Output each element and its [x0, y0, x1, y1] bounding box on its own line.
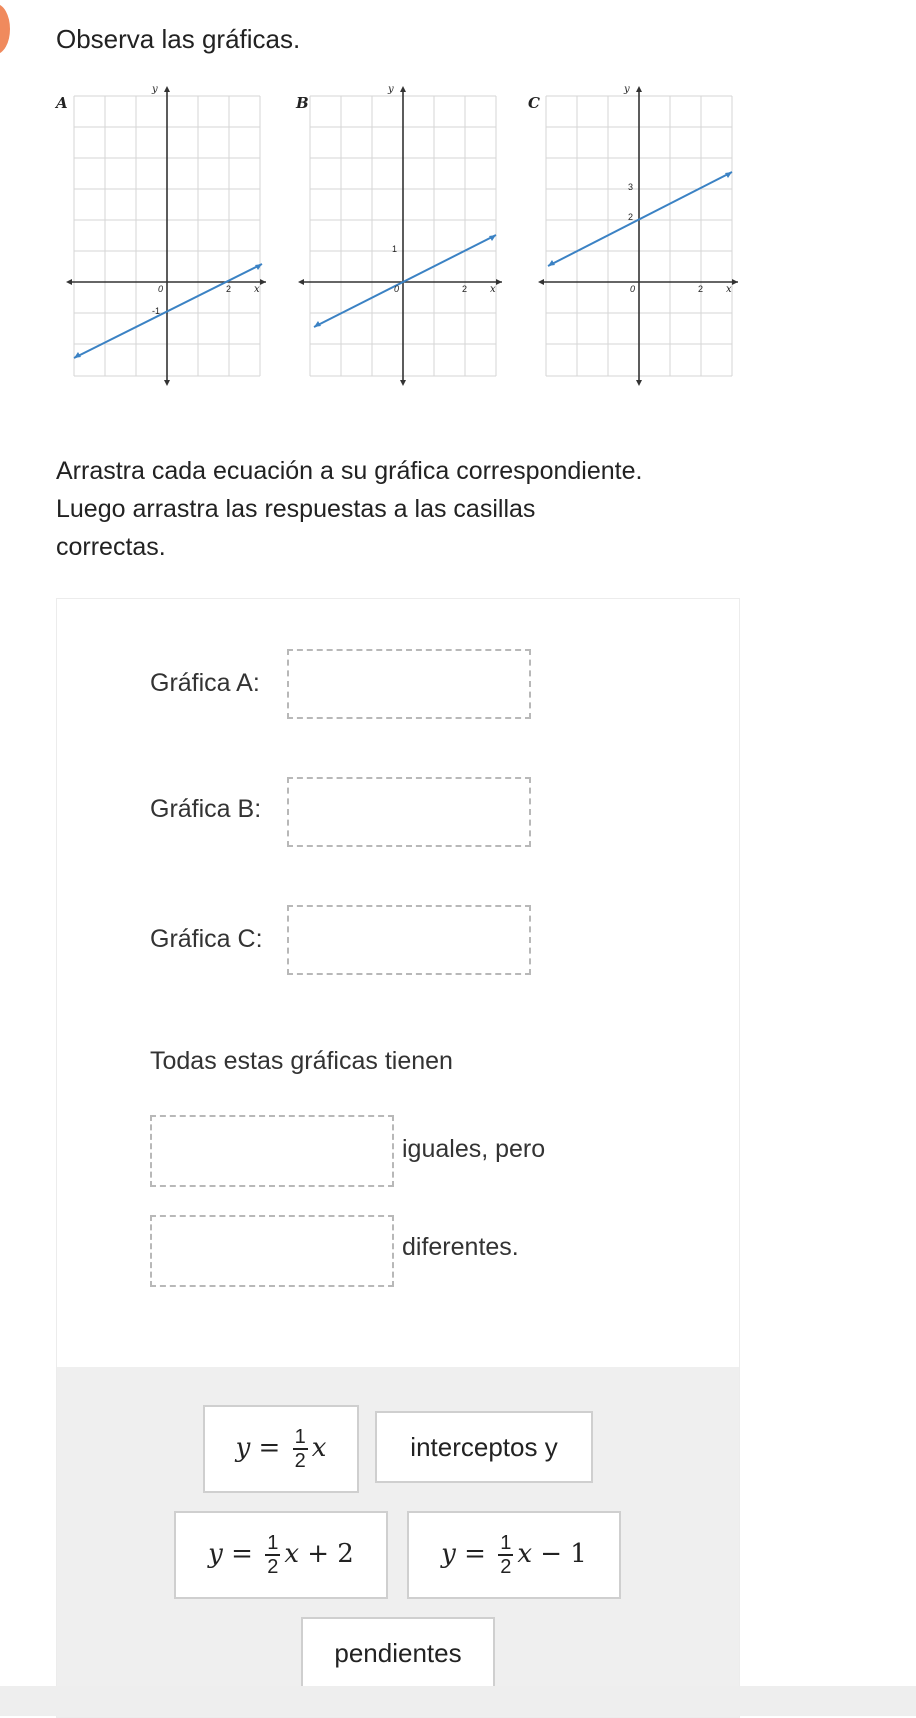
tile-eq1-equals: =	[258, 1433, 281, 1463]
graph-c	[528, 84, 738, 390]
intercepts-drop-zone[interactable]	[150, 1215, 394, 1287]
graph-c-x-axis-label: x	[726, 284, 732, 295]
tile-eq1-denominator: 2	[294, 1450, 306, 1472]
graph-c-y-axis-label: y	[624, 84, 630, 95]
answer-card	[56, 598, 740, 1718]
graph-b-drop-zone[interactable]	[287, 777, 531, 847]
graph-c-label: C	[528, 94, 540, 112]
tile-eq-half-x[interactable]	[203, 1405, 359, 1493]
graph-c-drop-zone[interactable]	[287, 905, 531, 975]
tile-interceptos-label: interceptos y	[410, 1431, 558, 1462]
tile-eq-half-x-plus-2[interactable]	[174, 1511, 388, 1599]
graph-c-origin: 0	[630, 284, 636, 294]
tile-eq2-numerator: 1	[267, 1532, 279, 1554]
tile-eq1-x: x	[311, 1433, 327, 1463]
instructions	[56, 452, 756, 566]
tile-eq3-equals: =	[464, 1539, 486, 1569]
tile-eq2-x: x	[284, 1539, 299, 1569]
sentence-lead: Todas estas gráficas tienen	[150, 1047, 453, 1075]
graph-a-row-label: Gráfica A:	[150, 669, 260, 697]
graph-a-x-tick: 2	[226, 284, 232, 294]
slopes-drop-zone[interactable]	[150, 1115, 394, 1187]
bottom-edge	[0, 1686, 916, 1716]
graph-a-y-tick: -1	[152, 306, 161, 316]
tile-eq2-rest: + 2	[307, 1539, 354, 1569]
tile-eq3-numerator: 1	[500, 1532, 512, 1554]
question-marker	[0, 4, 10, 54]
tile-eq1-fraction	[293, 1426, 308, 1472]
graph-b-x-axis-label: x	[490, 284, 496, 295]
graph-a-label: A	[56, 94, 68, 112]
tile-eq1-numerator: 1	[294, 1426, 306, 1448]
tile-eq3-x: x	[517, 1539, 532, 1569]
tile-eq3-fraction	[498, 1532, 513, 1578]
instructions-line-2: Luego arrastra las respuestas a las casillas	[56, 495, 536, 523]
graph-b-row-label: Gráfica B:	[150, 795, 262, 823]
tile-eq3-y: y	[441, 1539, 456, 1569]
tile-eq2-fraction	[265, 1532, 280, 1578]
graph-a-origin: 0	[158, 284, 164, 294]
graph-b	[292, 84, 502, 390]
tile-eq1-y: y	[235, 1433, 251, 1463]
graph-b-origin: 0	[394, 284, 400, 294]
tile-pendientes[interactable]	[301, 1617, 495, 1689]
graph-a-y-axis-label: y	[152, 84, 158, 95]
instructions-line-1: Arrastra cada ecuación a su gráfica correspondiente.	[56, 457, 643, 485]
sentence-after-second: diferentes.	[402, 1233, 519, 1261]
tile-interceptos-y[interactable]	[375, 1411, 593, 1483]
tile-eq3-rest: − 1	[540, 1539, 587, 1569]
tile-eq2-equals: =	[231, 1539, 253, 1569]
graph-b-y-tick: 1	[392, 244, 398, 254]
graph-b-x-tick: 2	[462, 284, 468, 294]
tile-eq2-y: y	[208, 1539, 223, 1569]
graph-a	[56, 84, 266, 390]
tile-pendientes-label: pendientes	[334, 1637, 462, 1668]
tile-eq-half-x-minus-1[interactable]	[407, 1511, 621, 1599]
graph-a-x-axis-label: x	[254, 284, 260, 295]
prompt-text: Observa las gráficas.	[56, 24, 301, 54]
answer-tray	[57, 1367, 739, 1717]
graph-c-y-tick-2: 2	[628, 212, 634, 222]
graph-c-row-label: Gráfica C:	[150, 925, 263, 953]
tile-eq2-denominator: 2	[267, 1556, 279, 1578]
graph-b-y-axis-label: y	[388, 84, 394, 95]
instructions-line-3: correctas.	[56, 533, 166, 561]
sentence-after-first: iguales, pero	[402, 1135, 546, 1163]
graph-b-label: B	[296, 94, 309, 112]
graph-a-drop-zone[interactable]	[287, 649, 531, 719]
graph-c-y-tick: 3	[628, 182, 634, 192]
tile-eq3-denominator: 2	[500, 1556, 512, 1578]
graph-c-x-tick: 2	[698, 284, 704, 294]
